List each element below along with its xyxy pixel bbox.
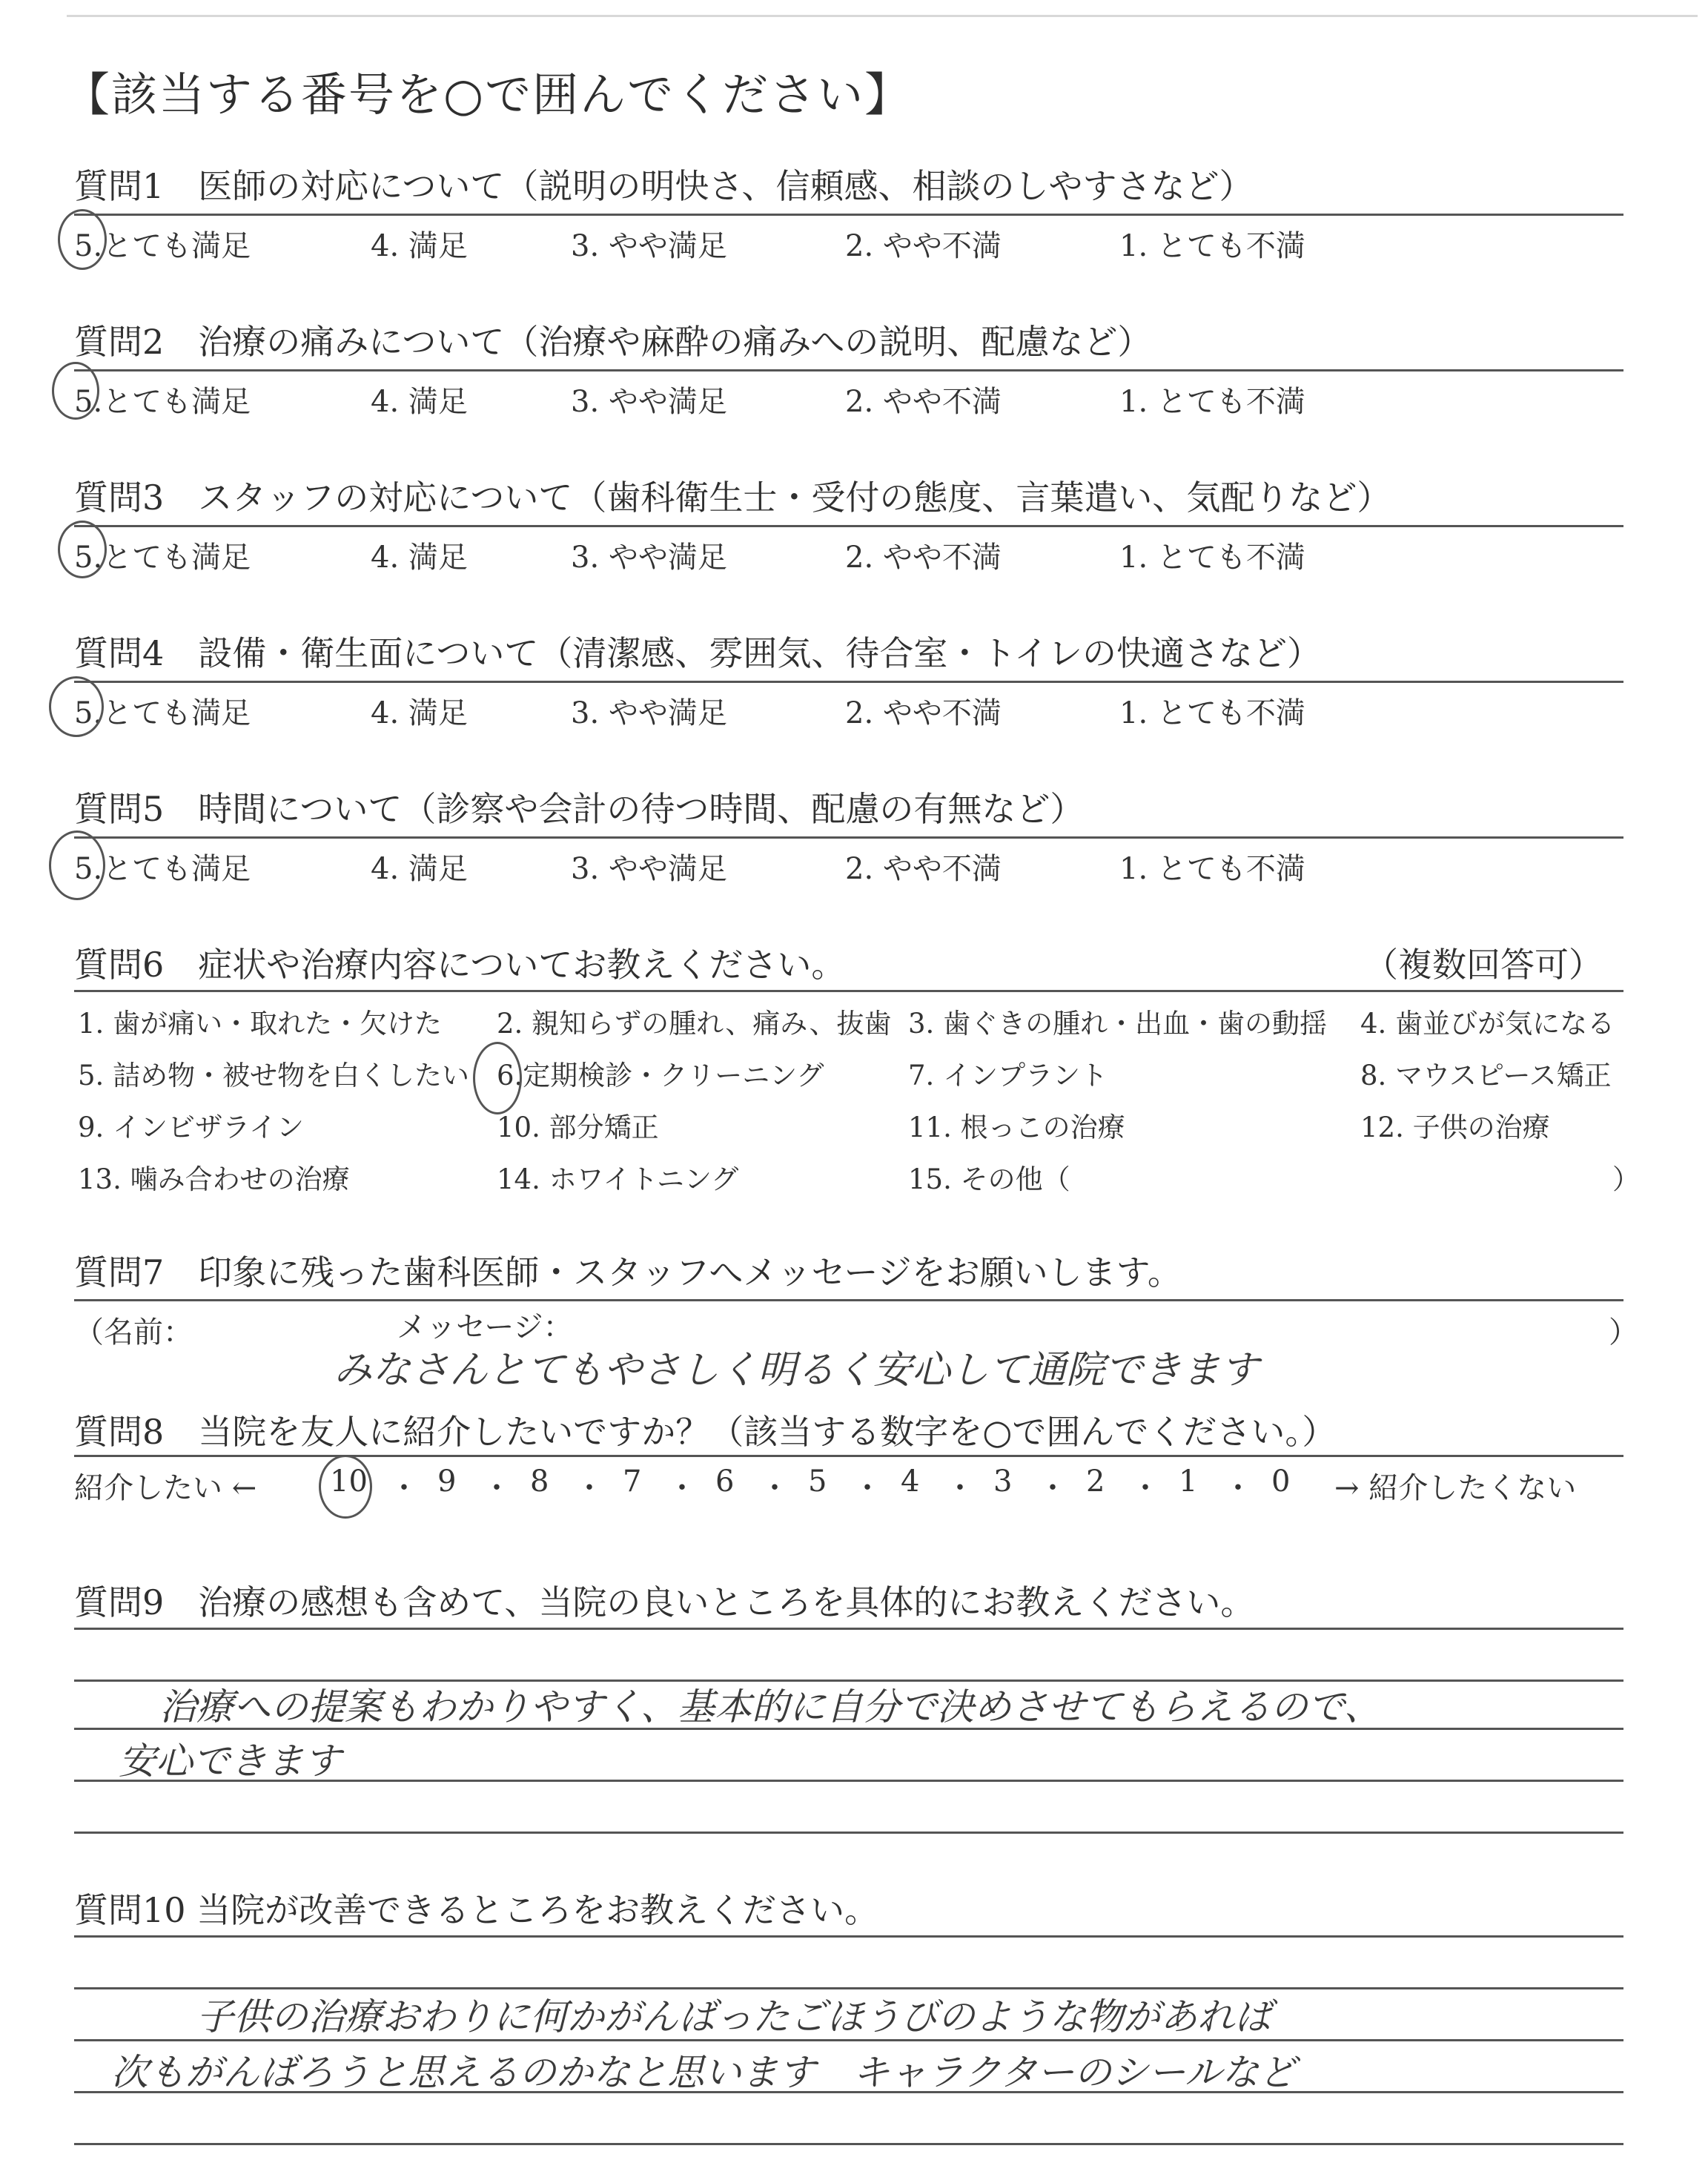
q1-option-4[interactable]: 4. 満足 <box>371 229 468 263</box>
q5-title: 質問5 時間について（診察や会計の待つ時間、配慮の有無など） <box>74 789 1085 829</box>
q6-item-8[interactable]: 8. マウスピース矯正 <box>1360 1060 1612 1091</box>
q5-option-5[interactable]: 5.とても満足 <box>74 852 251 886</box>
q8-dot: ・ <box>575 1471 604 1505</box>
q10-title: 質問10 当院が改善できるところをお教えください。 <box>74 1890 879 1930</box>
q3-option-2[interactable]: 2. やや不満 <box>845 541 1002 575</box>
q8-score-8[interactable]: 8 <box>530 1464 549 1499</box>
q1-option-2[interactable]: 2. やや不満 <box>845 229 1002 263</box>
q1-option-1[interactable]: 1. とても不満 <box>1119 229 1305 263</box>
q8-left-label: 紹介したい ← <box>74 1471 257 1505</box>
q8-dot: ・ <box>1131 1471 1160 1505</box>
q8-score-7[interactable]: 7 <box>623 1464 642 1499</box>
q3-rule <box>74 525 1623 527</box>
q8-dot: ・ <box>667 1471 697 1505</box>
q4-option-2[interactable]: 2. やや不満 <box>845 696 1002 730</box>
q6-item-5[interactable]: 5. 詰め物・被せ物を白くしたい <box>78 1060 470 1091</box>
q1-selection-circle <box>58 209 107 270</box>
q6-item-6[interactable]: 6.定期検診・クリーニング <box>497 1060 824 1091</box>
q9-rule-1 <box>74 1628 1623 1630</box>
q6-options-grid <box>74 1001 1640 1216</box>
q6-item-9[interactable]: 9. インビザライン <box>78 1112 304 1143</box>
q4-option-4[interactable]: 4. 満足 <box>371 696 468 730</box>
q8-right-label: → 紹介したくない <box>1334 1471 1577 1505</box>
q9-answer-line-1: 治療への提案もわかりやすく、基本的に自分で決めさせてもらえるので、 <box>159 1685 1381 1728</box>
q3-selection-circle <box>58 521 107 578</box>
q6-item-2[interactable]: 2. 親知らずの腫れ、痛み、抜歯 <box>497 1008 892 1040</box>
q4-selection-circle <box>49 676 104 737</box>
q7-rule <box>74 1299 1623 1301</box>
q2-option-5[interactable]: 5.とても満足 <box>74 385 251 419</box>
q6-item-15[interactable]: 15. その他（ <box>908 1163 1070 1195</box>
q7-message: みなさんとてもやさしく明るく安心して通院できます <box>334 1348 1260 1393</box>
q8-score-2[interactable]: 2 <box>1086 1464 1105 1499</box>
q8-dot: ・ <box>760 1471 790 1505</box>
q6-item-3[interactable]: 3. 歯ぐきの腫れ・出血・歯の動揺 <box>908 1008 1328 1040</box>
q3-options <box>74 534 1623 578</box>
q2-selection-circle <box>52 362 99 420</box>
q4-option-5[interactable]: 5.とても満足 <box>74 696 251 730</box>
q4-option-3[interactable]: 3. やや満足 <box>571 696 727 730</box>
q8-score-5[interactable]: 5 <box>808 1464 827 1499</box>
q3-title: 質問3 スタッフの対応について（歯科衛生士・受付の態度、言葉遣い、気配りなど） <box>74 478 1391 518</box>
top-border <box>67 15 1698 17</box>
q8-scale <box>74 1464 1631 1509</box>
q8-dot: ・ <box>1038 1471 1068 1505</box>
q6-item-13[interactable]: 13. 噛み合わせの治療 <box>78 1163 350 1195</box>
q2-rule <box>74 369 1623 371</box>
q6-rule <box>74 990 1623 992</box>
q2-options <box>74 378 1623 423</box>
q10-rule-5 <box>74 2143 1623 2145</box>
q8-score-4[interactable]: 4 <box>901 1464 920 1499</box>
q8-dot: ・ <box>389 1471 419 1505</box>
q7-message-label: メッセージ： <box>397 1310 573 1344</box>
q8-score-9[interactable]: 9 <box>437 1464 457 1499</box>
q1-title: 質問1 医師の対応について（説明の明快さ、信頼感、相談のしやすさなど） <box>74 166 1254 206</box>
q8-score-1[interactable]: 1 <box>1179 1464 1198 1499</box>
q4-option-1[interactable]: 1. とても不満 <box>1119 696 1305 730</box>
q8-dot: ・ <box>853 1471 882 1505</box>
q8-score-10[interactable]: 10 <box>330 1464 368 1499</box>
q7-close-paren: ） <box>1609 1315 1638 1350</box>
q6-title: 質問6 症状や治療内容についてお教えください。 <box>74 945 846 985</box>
q10-rule-1 <box>74 1935 1623 1938</box>
q1-options <box>74 222 1623 267</box>
q2-option-4[interactable]: 4. 満足 <box>371 385 468 419</box>
q2-option-1[interactable]: 1. とても不満 <box>1119 385 1305 419</box>
q10-answer-line-1: 子供の治療おわりに何かがんばったごほうびのような物があれば <box>196 1995 1271 2038</box>
q1-option-5[interactable]: 5.とても満足 <box>74 229 251 263</box>
q8-dot: ・ <box>482 1471 512 1505</box>
q6-item-14[interactable]: 14. ホワイトニング <box>497 1163 739 1195</box>
q1-option-3[interactable]: 3. やや満足 <box>571 229 727 263</box>
q6-item-7[interactable]: 7. インプラント <box>908 1060 1108 1091</box>
q8-rule <box>74 1455 1623 1457</box>
q6-item-15-close: ） <box>1612 1163 1640 1195</box>
q8-score-3[interactable]: 3 <box>993 1464 1013 1499</box>
q6-item-10[interactable]: 10. 部分矯正 <box>497 1112 659 1143</box>
q3-option-1[interactable]: 1. とても不満 <box>1119 541 1305 575</box>
q2-option-2[interactable]: 2. やや不満 <box>845 385 1002 419</box>
q7-title: 質問7 印象に残った歯科医師・スタッフへメッセージをお願いします。 <box>74 1252 1182 1292</box>
q7-name-label: （名前： <box>74 1315 193 1350</box>
q6-item-11[interactable]: 11. 根っこの治療 <box>908 1112 1125 1143</box>
q8-selection-circle <box>319 1455 372 1519</box>
q8-dot: ・ <box>1223 1471 1253 1505</box>
q10-answer-line-2: 次もがんばろうと思えるのかなと思います キャラクターのシールなど <box>111 2051 1296 2094</box>
q3-option-3[interactable]: 3. やや満足 <box>571 541 727 575</box>
q5-option-3[interactable]: 3. やや満足 <box>571 852 727 886</box>
q8-score-0[interactable]: 0 <box>1271 1464 1291 1499</box>
q5-options <box>74 845 1623 890</box>
q1-rule <box>74 214 1623 216</box>
q6-item-4[interactable]: 4. 歯並びが気になる <box>1360 1008 1615 1040</box>
q2-title: 質問2 治療の痛みについて（治療や麻酔の痛みへの説明、配慮など） <box>74 322 1152 362</box>
q2-option-3[interactable]: 3. やや満足 <box>571 385 727 419</box>
q9-answer-line-2: 安心できます <box>119 1740 341 1783</box>
q6-selection-circle <box>473 1042 522 1114</box>
q9-rule-5 <box>74 1832 1623 1834</box>
q5-option-2[interactable]: 2. やや不満 <box>845 852 1002 886</box>
q8-title: 質問8 当院を友人に紹介したいですか？（該当する数字を○で囲んでください。） <box>74 1412 1337 1452</box>
q3-option-4[interactable]: 4. 満足 <box>371 541 468 575</box>
q4-options <box>74 690 1623 734</box>
q9-title: 質問9 治療の感想も含めて、当院の良いところを具体的にお教えください。 <box>74 1582 1255 1622</box>
q8-dot: ・ <box>945 1471 975 1505</box>
q5-option-1[interactable]: 1. とても不満 <box>1119 852 1305 886</box>
q5-option-4[interactable]: 4. 満足 <box>371 852 468 886</box>
q6-item-12[interactable]: 12. 子供の治療 <box>1360 1112 1550 1143</box>
q4-rule <box>74 681 1623 683</box>
q4-title: 質問4 設備・衛生面について（清潔感、雰囲気、待合室・トイレの快適さなど） <box>74 633 1322 673</box>
q3-option-5[interactable]: 5.とても満足 <box>74 541 251 575</box>
q6-note: （複数回答可） <box>1364 945 1603 985</box>
form-heading: 【該当する番号を○で囲んでください】 <box>64 67 913 122</box>
q6-item-1[interactable]: 1. 歯が痛い・取れた・欠けた <box>78 1008 443 1040</box>
q5-selection-circle <box>49 830 105 900</box>
q8-score-6[interactable]: 6 <box>715 1464 735 1499</box>
q5-rule <box>74 836 1623 839</box>
